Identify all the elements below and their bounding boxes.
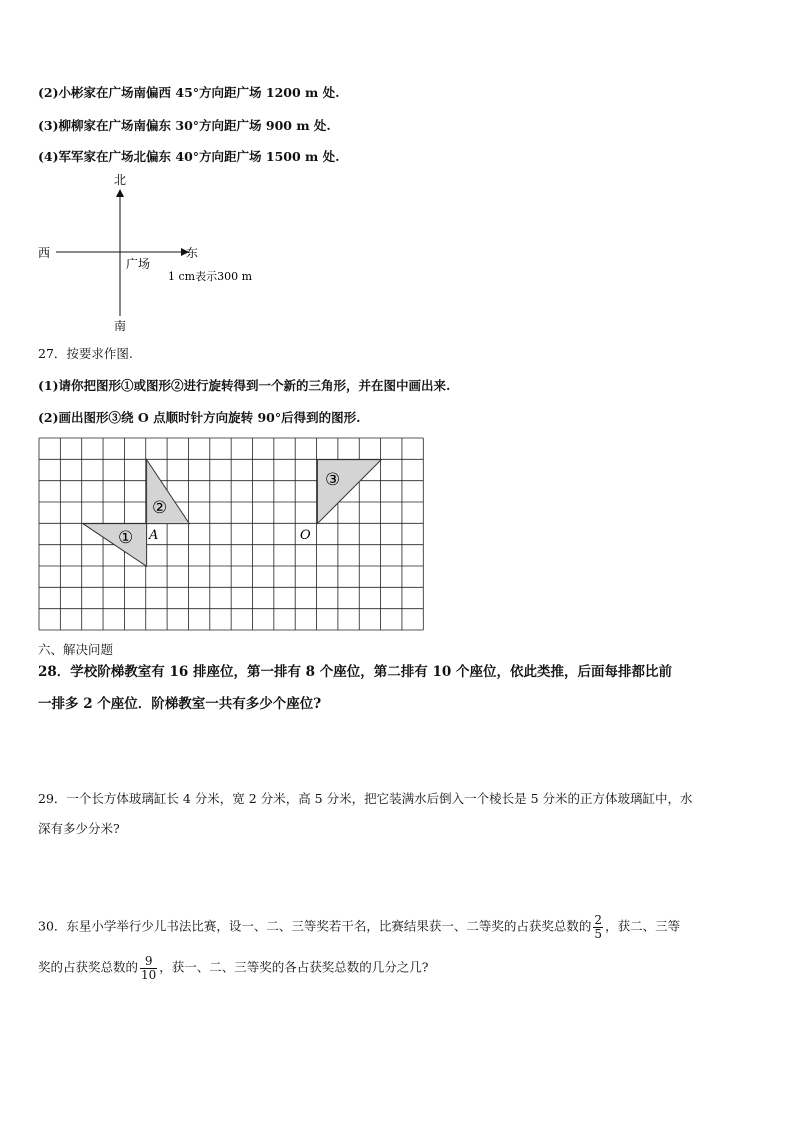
- east-label: 东: [186, 246, 199, 260]
- north-label: 北: [114, 173, 127, 187]
- q28-line1: 28．学校阶梯教室有 16 排座位，第一排有 8 个座位，第二排有 10 个座位，依此类推，后面每排都比前: [38, 664, 672, 680]
- west-label: 西: [38, 246, 51, 260]
- q30-text-2a: 奖的占获奖总数的: [38, 959, 139, 975]
- plaza-label: 广场: [126, 257, 151, 271]
- q26-item-3: (3)柳柳家在广场南偏东 30°方向距广场 900 m 处.: [38, 118, 331, 133]
- triangle-1-label: ①: [118, 528, 134, 548]
- q27-sub2: (2)画出图形③绕 O 点顺时针方向旋转 90°后得到的图形.: [38, 410, 361, 425]
- south-label: 南: [114, 319, 127, 333]
- q30-fraction-1-numerator: 2: [594, 913, 603, 927]
- q29-line1: 29．一个长方体玻璃缸长 4 分米，宽 2 分米，高 5 分米，把它装满水后倒入一个棱长是 5 分米的正方体玻璃缸中，水: [38, 791, 693, 806]
- compass-diagram: [30, 168, 290, 334]
- q30-text-2b: ，获一、二、三等奖的各占获奖总数的几分之几?: [159, 959, 429, 975]
- q30-text-1b: ，获二、三等: [605, 918, 681, 934]
- q29-line2: 深有多少分米?: [38, 821, 120, 836]
- q27-title: 27．按要求作图.: [38, 346, 133, 361]
- section-title: 六、解决问题: [38, 642, 114, 657]
- q26-item-4: (4)军军家在广场北偏东 40°方向距广场 1500 m 处.: [38, 149, 340, 164]
- q30-text-1a: 30．东星小学举行少儿书法比赛，设一、二、三等奖若干名，比赛结果获一、二等奖的占获奖总数的: [38, 918, 592, 934]
- point-a-label: A: [149, 528, 159, 543]
- triangle-2-label: ②: [152, 498, 168, 518]
- q30-fraction-2-numerator: 9: [140, 955, 157, 969]
- scale-label: 1 cm表示300 m: [168, 270, 253, 283]
- q30-fraction-2: [140, 955, 157, 981]
- q28-line2: 一排多 2 个座位．阶梯教室一共有多少个座位?: [38, 696, 322, 712]
- q30-fraction-1-denominator: 5: [594, 926, 603, 941]
- q27-sub1: (1)请你把图形①或图形②进行旋转得到一个新的三角形，并在图中画出来.: [38, 378, 451, 393]
- grid-figure: [38, 436, 424, 632]
- q30-fraction-1: [593, 914, 603, 940]
- triangle-3-label: ③: [325, 470, 341, 490]
- q26-item-2: (2)小彬家在广场南偏西 45°方向距广场 1200 m 处.: [38, 85, 340, 100]
- q30-line2: [38, 955, 758, 981]
- point-o-label: O: [300, 528, 311, 543]
- q30-fraction-2-denominator: 10: [141, 967, 157, 982]
- q30-line1: [38, 914, 758, 940]
